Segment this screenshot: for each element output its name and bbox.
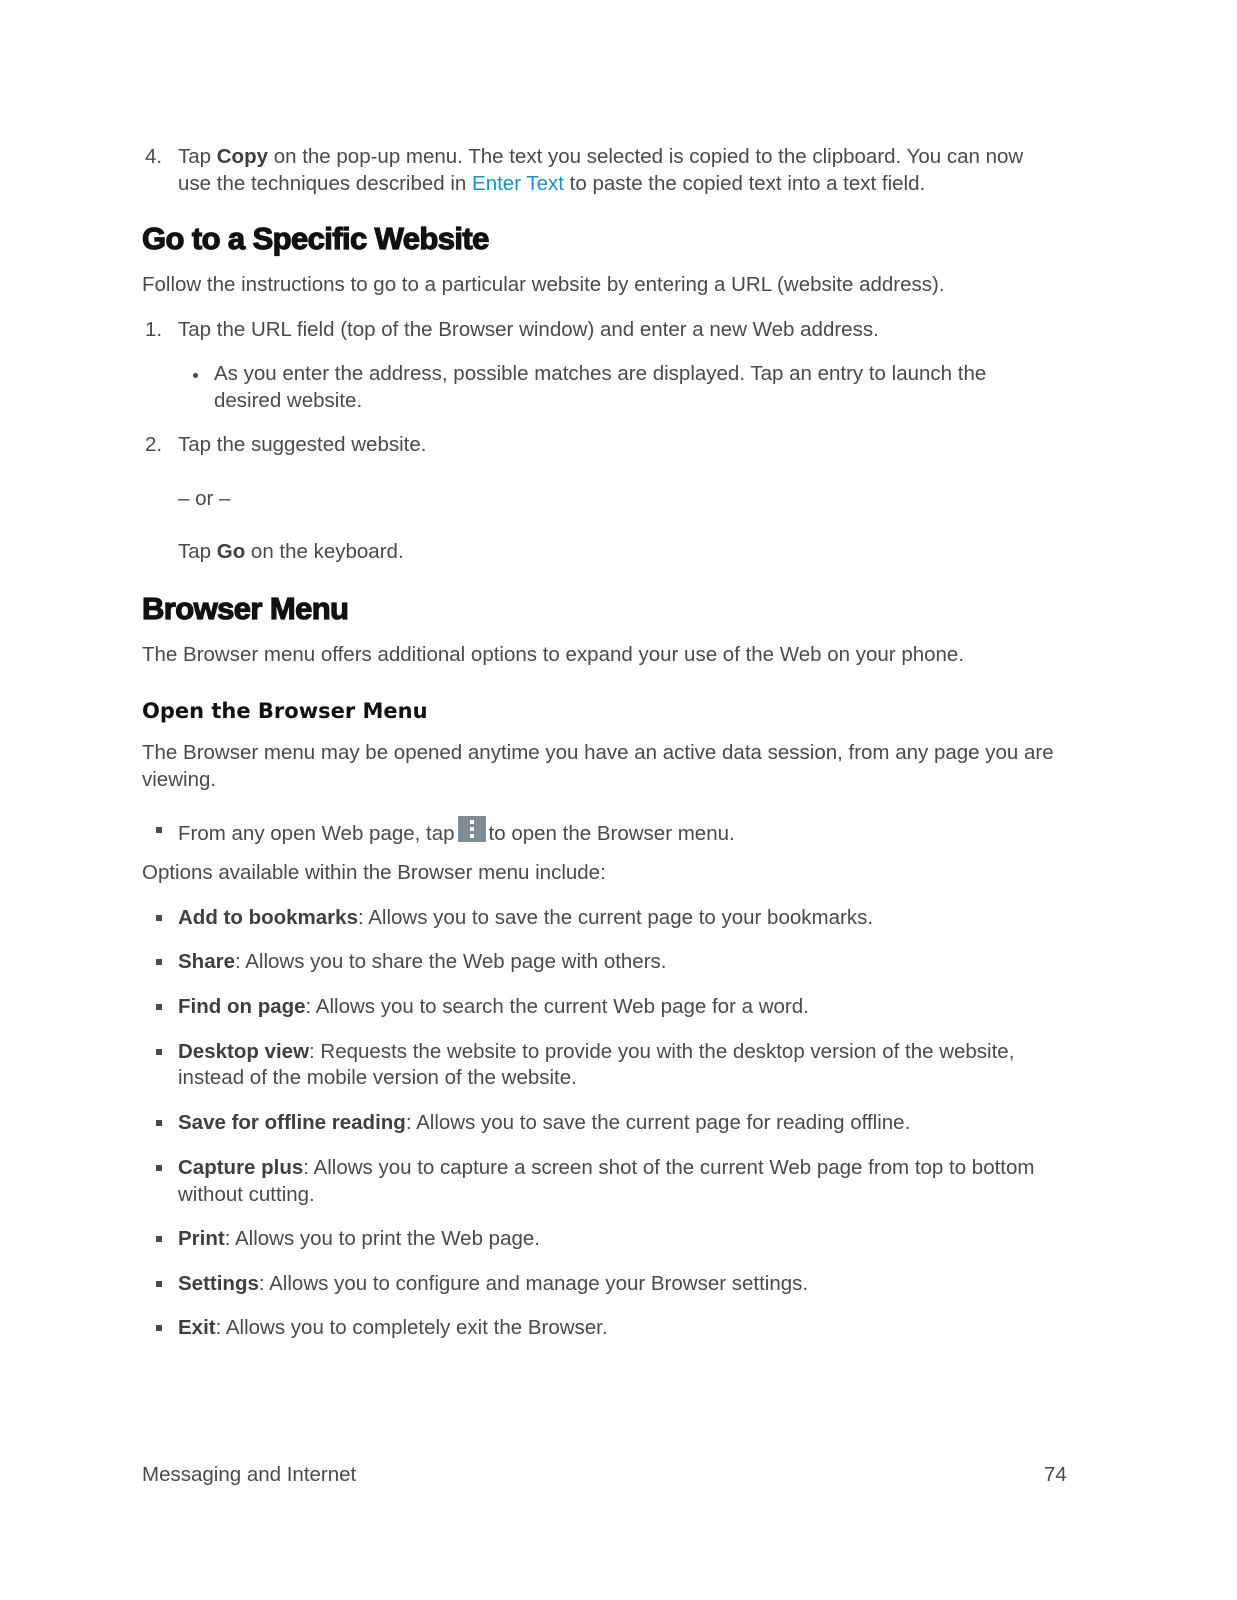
option-find-on-page	[178, 993, 809, 1020]
step-number: 2.	[145, 433, 163, 456]
step-number: 1.	[145, 318, 163, 341]
section-heading: Go to a Specific Website	[142, 221, 489, 256]
step-4-line2	[178, 170, 1078, 197]
section-intro: The Browser menu offers additional options to expand your use of the Web on your phone.	[142, 643, 965, 666]
option-desc: : Allows you to configure and manage your Browser settings.	[258, 1272, 809, 1295]
bold-term: Go	[216, 540, 246, 563]
bullet-line1: As you enter the address, possible matches are displayed. Tap an entry to launch the	[214, 362, 987, 385]
step-text: to open the Browser menu.	[488, 822, 735, 845]
bullet-square	[156, 1049, 162, 1055]
bullet-square	[156, 827, 162, 833]
option-desc: : Allows you to search the current Web page for a word.	[305, 995, 809, 1018]
option-desc: : Allows you to capture a screen shot of the current Web page from top to bottom	[303, 1156, 1035, 1179]
or-separator: – or –	[178, 487, 231, 510]
open-menu-instruction	[178, 816, 735, 847]
step-text: Tap	[178, 145, 217, 168]
option-add-to-bookmarks	[178, 904, 873, 931]
bullet-square	[156, 1281, 162, 1287]
section-heading: Browser Menu	[142, 591, 349, 626]
option-capture-plus-cont: without cutting.	[178, 1183, 315, 1206]
bullet-square	[156, 1165, 162, 1171]
option-desc: : Allows you to save the current page to your bookmarks.	[357, 906, 874, 929]
step-text: on the keyboard.	[245, 540, 404, 563]
option-term: Desktop view	[178, 1040, 310, 1063]
step-4-line1	[178, 143, 1078, 170]
sub-intro-line1: The Browser menu may be opened anytime you have an active data session, from any page you are	[142, 741, 1054, 764]
bullet-square	[156, 1004, 162, 1010]
bold-term: Copy	[216, 145, 268, 168]
bullet-dot	[193, 373, 198, 378]
bullet-line2: desired website.	[214, 389, 363, 412]
option-desktop-view-cont: instead of the mobile version of the website.	[178, 1066, 577, 1089]
option-term: Find on page	[178, 995, 306, 1018]
option-print	[178, 1225, 540, 1252]
bullet-square	[156, 1120, 162, 1126]
step-2-text: Tap the suggested website.	[178, 433, 427, 456]
option-desc: : Allows you to completely exit the Browser.	[215, 1316, 608, 1339]
step-text: use the techniques described in	[178, 172, 473, 195]
option-term: Add to bookmarks	[178, 906, 358, 929]
option-capture-plus	[178, 1154, 1034, 1181]
section-intro: Follow the instructions to go to a particular website by entering a URL (website address).	[142, 273, 945, 296]
options-intro: Options available within the Browser menu include:	[142, 861, 606, 884]
option-exit	[178, 1314, 608, 1341]
option-desc: : Allows you to share the Web page with others.	[234, 950, 667, 973]
subsection-heading: Open the Browser Menu	[142, 699, 428, 723]
option-settings	[178, 1270, 808, 1297]
sub-intro-line2: viewing.	[142, 768, 217, 791]
option-save-offline	[178, 1109, 910, 1136]
option-term: Save for offline reading	[178, 1111, 406, 1134]
step-text: From any open Web page, tap	[178, 822, 455, 845]
option-term: Capture plus	[178, 1156, 304, 1179]
footer-section-name: Messaging and Internet	[142, 1463, 357, 1486]
option-term: Settings	[178, 1272, 259, 1295]
bullet-square	[156, 959, 162, 965]
enter-text-link[interactable]: Enter Text	[472, 172, 564, 195]
step-text: to paste the copied text into a text field.	[563, 172, 926, 195]
option-desktop-view	[178, 1038, 1014, 1065]
bullet-square	[156, 1325, 162, 1331]
option-desc: : Allows you to print the Web page.	[224, 1227, 540, 1250]
step-number: 4.	[145, 145, 163, 168]
option-term: Print	[178, 1227, 225, 1250]
step-1-text: Tap the URL field (top of the Browser window) and enter a new Web address.	[178, 318, 879, 341]
option-term: Exit	[178, 1316, 216, 1339]
alt-step-text	[178, 538, 404, 565]
step-text: on the pop-up menu. The text you selected is copied to the clipboard. You can now	[268, 145, 1024, 168]
option-desc: : Requests the website to provide you with the desktop version of the website,	[309, 1040, 1015, 1063]
footer-page-number: 74	[1044, 1463, 1067, 1486]
bullet-square	[156, 1236, 162, 1242]
bullet-square	[156, 915, 162, 921]
option-desc: : Allows you to save the current page for reading offline.	[405, 1111, 911, 1134]
option-term: Share	[178, 950, 235, 973]
menu-icon	[458, 816, 486, 842]
step-text: Tap	[178, 540, 217, 563]
option-share	[178, 948, 667, 975]
